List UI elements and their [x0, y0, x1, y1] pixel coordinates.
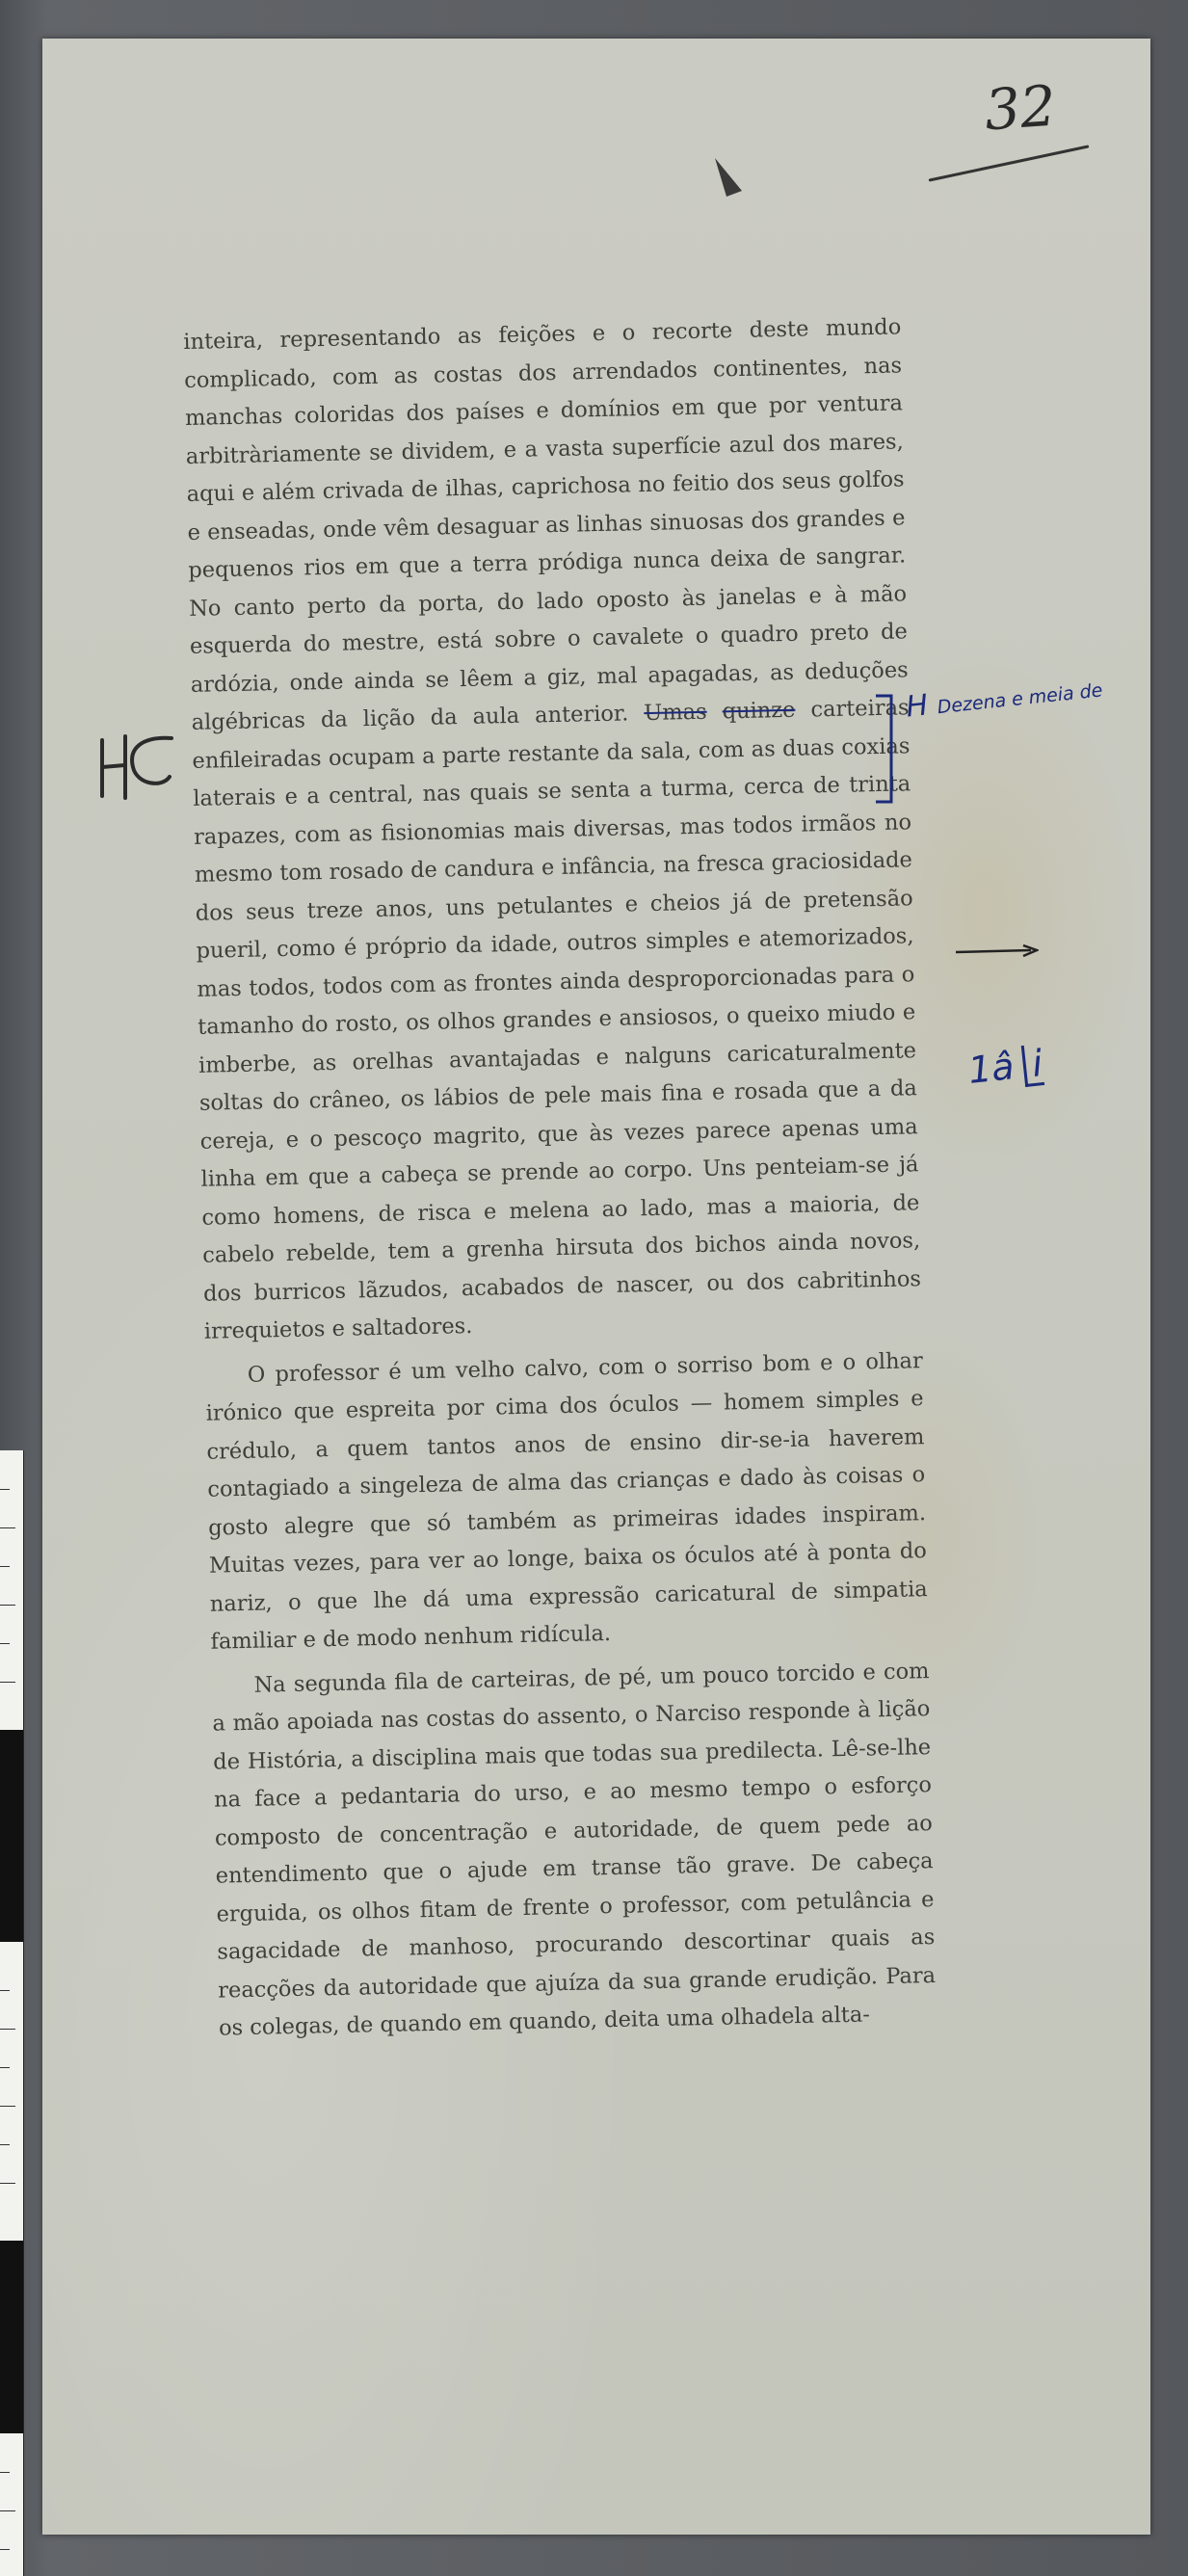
ruler-tick — [0, 2144, 10, 2145]
scale-ruler — [0, 1450, 24, 2576]
ruler-tick — [0, 2067, 10, 2068]
ruler-tick — [0, 1990, 10, 1991]
right-margin-correction — [966, 1042, 1044, 1093]
ruler-tick — [0, 1489, 10, 1490]
annotation-text: Dezena e meia de — [936, 679, 1104, 719]
paragraph-text: inteira, representando as feições e o recorte deste mundo complicado, com as costas dos arrendados continentes, nas manchas coloridas dos países e domínios em que por ventura arbitràriamente se dividem, e a vasta superfície azul dos mares, aqui e além crivada de ilhas, caprichosa no feitio dos seus golfos e enseadas, onde vêm desaguar as linhas sinuosas dos grandes e pequenos rios em que a terra pródiga nunca deixa de sangrar. No canto perto da porta, do lado oposto às janelas e à mão esquerda do mestre, está sobre o cavalete o quadro preto de ardózia, onde ainda se lêem a giz, mal apagadas, as deduções algébricas da lição da aula anterior. — [183, 314, 909, 735]
ruler-tick — [0, 2106, 15, 2107]
left-margin-handwritten-mark — [75, 729, 181, 806]
annotation-letter: H — [904, 688, 930, 725]
paragraph: O professor é um velho calvo, com o sorriso bom e o olhar irónico que espreita por cima dos óculos — homem simples e crédulo, a quem tantos anos de ensino dir-se-ia haverem contagiado a singeleza de alma das crianças e dado às coisas o gosto alegre que só também as primeiras idades inspiram. Muitas vezes, para ver ao longe, baixa os óculos até à ponta do nariz, o que lhe dá uma expressão caricatural de simpatia familiar e de modo nenhum ridícula. — [205, 1347, 928, 1655]
correction-text: 1â — [965, 1045, 1016, 1092]
ruler-black-segment — [0, 2241, 23, 2433]
pencil-mark-icon — [709, 154, 748, 202]
ruler-tick — [0, 1566, 10, 1567]
paragraph: Na segunda fila de carteiras, de pé, um pouco torcido e com a mão apoiada nas costas do assento, o Narciso responde à lição de História, a disciplina mais que todas sua predilecta. Lê-se-lhe na face a pedantaria do urso, e ao mesmo tempo o esforço composto de concentração e autoridade, de quem pede ao entendimento que o ajude em transe tão grave. De cabeça erguida, os olhos fitam de frente o professor, com petulância e sagacidade de manhoso, procurando descortinar quais as reacções da autoridade que ajuíza da sua grande erudição. Para os colegas, de quando em quando, deita uma olhadela alta- — [212, 1658, 937, 2041]
ruler-tick — [0, 1605, 15, 1606]
struck-word: Umas — [644, 699, 707, 727]
margin-bracket-mark — [872, 692, 897, 806]
ruler-tick — [0, 2510, 15, 2511]
ruler-tick — [0, 2183, 15, 2184]
ruler-tick — [0, 2549, 10, 2550]
paragraph — [183, 308, 922, 1351]
ruler-tick — [0, 2472, 10, 2473]
correction-bracket: i — [1021, 1044, 1044, 1087]
ruler-tick — [0, 1682, 15, 1683]
printed-text-block — [183, 308, 937, 2048]
ruler-tick — [0, 1643, 10, 1644]
ruler-tick — [0, 2029, 15, 2030]
paragraph-text: carteiras enfileiradas ocupam a parte restante da sala, com as duas coxias laterais e a central, nas quais se senta a turma, cerca de trinta rapazes, com as fisionomias mais diversas, mas todos irmãos no mesmo tom rosado de candura e infância, na fresca graciosidade dos seus treze anos, uns petulantes e cheios já de pretensão pueril, como é próprio da idade, outros simples e atemorizados, mas todos, todos com as frontes ainda desproporcionadas para o tamanho do rosto, os olhos grandes e ansiosos, o queixo miudo e imberbe, as orelhas avantajadas e nalguns caricaturalmente soltas do crâneo, os lábios de pele mais fina e rosada que a da cereja, e o pescoço magrito, que às vezes parece apenas uma linha em que a cabeça se prende ao corpo. Uns penteiam-se já como homens, de risca e melena ao lado, mas a maioria, de cabelo rebelde, tem a grenha hirsuta dos bichos ainda novos, dos burricos lãzudos, acabados de nascer, ou dos cabritinhos irrequietos e saltadores. — [192, 695, 922, 1344]
ruler-tick — [0, 1527, 15, 1528]
struck-word: quinze — [722, 697, 796, 725]
arrow-right-icon — [954, 944, 1039, 958]
ruler-black-segment — [0, 1730, 23, 1942]
page-number: 32 — [982, 72, 1059, 144]
